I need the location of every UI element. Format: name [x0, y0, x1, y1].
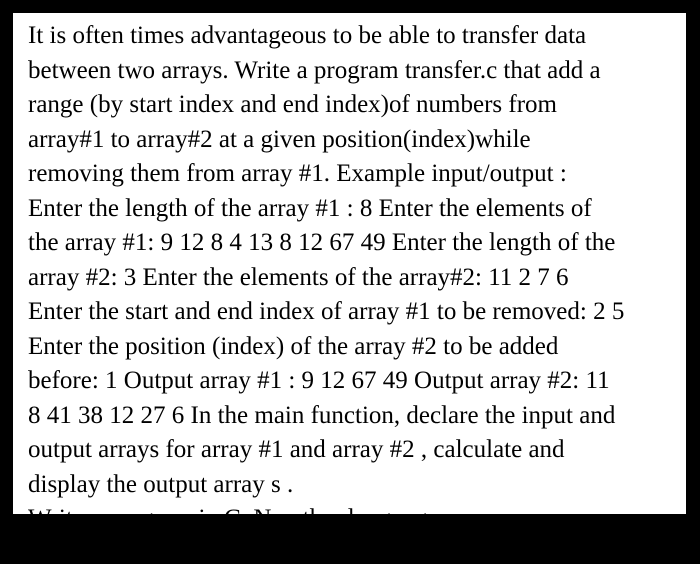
- text-line: array#1 to array#2 at a given position(index)while: [28, 125, 531, 153]
- text-line: output arrays for array #1 and array #2 , calculate and: [28, 436, 565, 463]
- text-line: Write a program in C. No other language.: [28, 505, 445, 532]
- text-line: Enter the position (index) of the array #2 to be added: [28, 332, 559, 360]
- problem-statement: [28, 19, 683, 537]
- text-line: between two arrays. Write a program transfer.c that add a: [28, 56, 601, 84]
- text-line: removing them from array #1. Example input/output :: [28, 160, 567, 187]
- text-line: Enter the length of the array #1 : 8 Enter the elements of: [28, 194, 592, 222]
- text-line: Enter the start and end index of array #1 to be removed: 2 5: [28, 298, 625, 325]
- text-line: It is often times advantageous to be able to transfer data: [28, 22, 587, 49]
- text-line: array #2: 3 Enter the elements of the array#2: 11 2 7 6: [28, 263, 569, 291]
- text-line: the array #1: 9 12 8 4 13 8 12 67 49 Enter the length of the: [28, 229, 616, 256]
- text-line: display the output array s .: [28, 470, 294, 498]
- text-line: before: 1 Output array #1 : 9 12 67 49 Output array #2: 11: [28, 367, 610, 394]
- text-line: 8 41 38 12 27 6 In the main function, declare the input and: [28, 401, 616, 429]
- text-line: range (by start index and end index)of numbers from: [28, 91, 558, 118]
- document-frame: [13, 13, 686, 532]
